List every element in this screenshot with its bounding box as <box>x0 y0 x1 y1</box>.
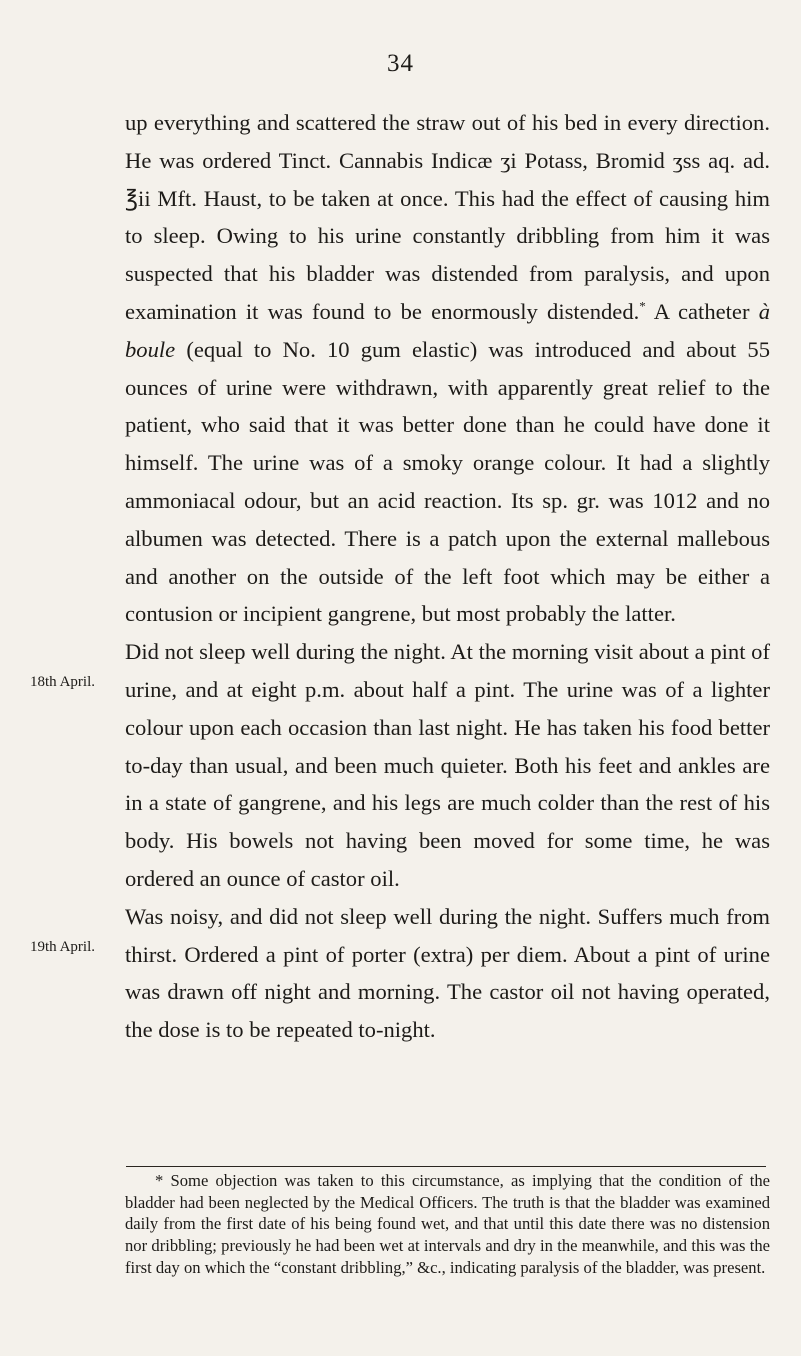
margin-note-18th-april: 18th April. <box>30 674 96 690</box>
paragraph-continuation <box>125 104 770 633</box>
italic-term: à boule <box>125 298 770 362</box>
body-text <box>125 104 770 1049</box>
footnote <box>125 1170 770 1279</box>
footnote-marker: * <box>639 298 646 314</box>
paragraph-19th-april: Was noisy, and did not sleep well during the night. Suffers much from thirst. Ordered a pint of porter (extra) per diem. About a pint of urine was drawn off night and morning. The castor oil not having operated, the dose is to be repeated to-night. <box>125 903 770 1043</box>
page-number: 34 <box>387 50 414 77</box>
footnote-text: * Some objection was taken to this circumstance, as implying that the condition of the bladder had been neglected by the Medical Officers. The truth is that the bladder was examined daily from the first date of his being found wet, and that until this date there was no distension nor dribbling; previously he had been wet at intervals and dry in the meanwhile, and this was the first day on which the “constant dribbling,” &c., indicating paralysis of the bladder, was present. <box>125 1171 770 1277</box>
paragraph-text: (equal to No. 10 gum elastic) was introduced and about 55 ounces of urine were withdrawn, with apparently great relief to the patient, who said that it was better done than he could have done it himself. The urine was of a smoky orange colour. It had a slightly ammoniacal odour, but an acid reaction. Its sp. gr. was 1012 and no albumen was detected. There is a patch upon the external mallebous and another on the outside of the left foot which may be either a contusion or incipient gangrene, but most probably the latter. <box>125 336 770 627</box>
paragraph-text: up everything and scattered the straw out of his bed in every direction. He was ordered Tinct. Cannabis Indicæ ʒi Potass, Bromid ʒss aq. ad. ℥ii Mft. Haust, to be taken at once. This had the effect of causing him to sleep. Owing to his urine constantly dribbling from him it was suspected that his bladder was distended from paralysis, and upon examination it was found to be enormously distended. <box>125 110 770 324</box>
margin-note-19th-april: 19th April. <box>30 939 96 955</box>
paragraph-18th-april: Did not sleep well during the night. At the morning visit about a pint of urine, and at eight p.m. about half a pint. The urine was of a lighter colour upon each occasion than last night. He has taken his food better to-day than usual, and been much quieter. Both his feet and ankles are in a state of gangrene, and his legs are much colder than the rest of his body. His bowels not having been moved for some time, he was ordered an ounce of castor oil. <box>125 639 770 891</box>
footnote-divider <box>126 1166 766 1167</box>
paragraph-text: A catheter <box>645 298 759 324</box>
